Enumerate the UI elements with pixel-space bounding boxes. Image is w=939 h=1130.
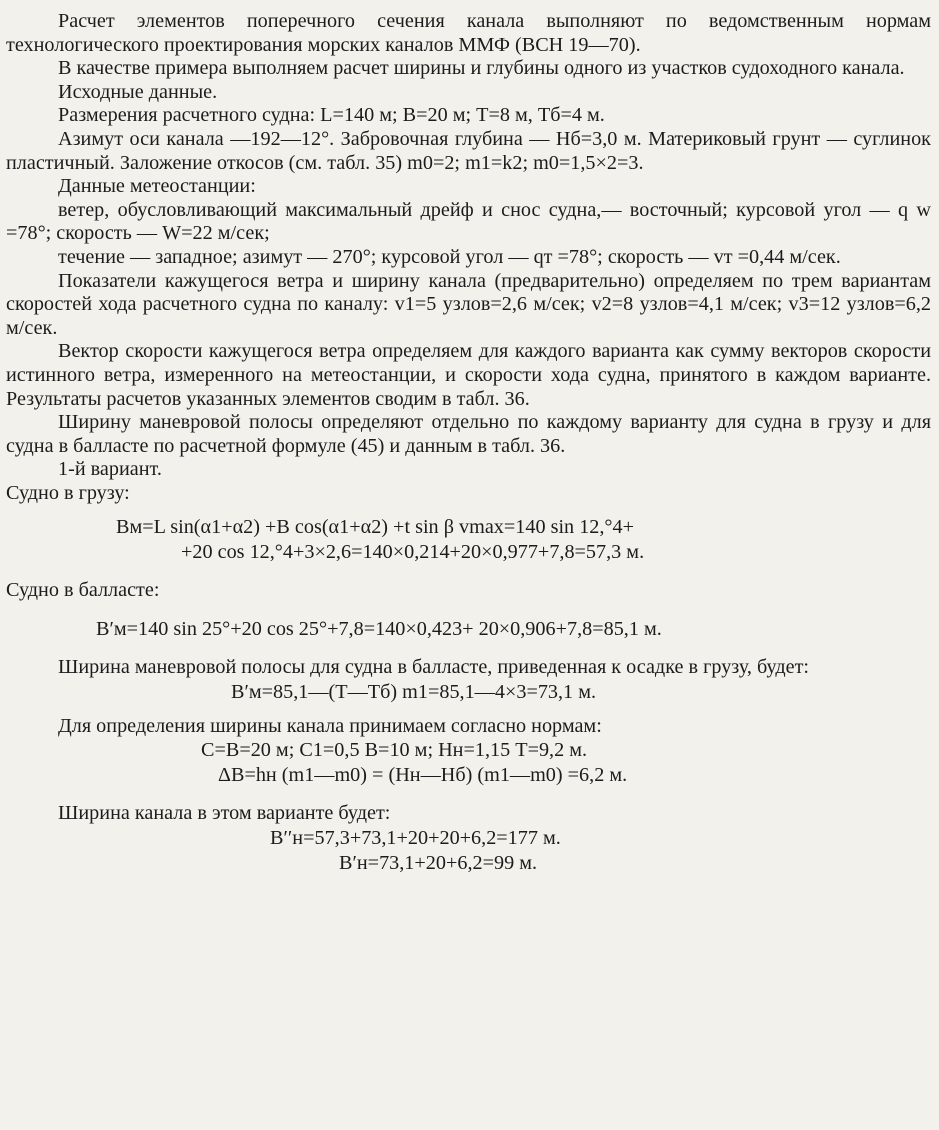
formula-norms-c: C=B=20 м; C1=0,5 B=10 м; Hн=1,15 T=9,2 м.	[201, 739, 588, 762]
paragraph-meteo-heading: Данные метеостанции:	[58, 175, 256, 198]
paragraph-norms: Для определения ширины канала принимаем согласно нормам:	[58, 714, 602, 737]
paragraph-ballast-reduced: Ширина маневровой полосы для судна в балласте, приведенная к осадке в грузу, будет:	[58, 656, 809, 679]
formula-norms-delta-b: ΔB=hн (m1—m0) = (Hн—Hб) (m1—m0) =6,2 м.	[218, 764, 628, 787]
formula-maneuver-lane-loaded-cont: +20 cos 12,°4+3×2,6=140×0,214+20×0,977+7,8=57,3 м.	[181, 541, 645, 564]
formula-ballast-reduced: B′м=85,1—(T—Tб) m1=85,1—4×3=73,1 м.	[231, 680, 597, 703]
formula-canal-width-two-way: B′′н=57,3+73,1+20+20+6,2=177 м.	[270, 826, 561, 849]
paragraph-wind: ветер, обусловливающий максимальный дрейф и снос судна,— восточный; курсовой угол — q w =78°; скорость — W=22 м/сек;	[6, 198, 931, 245]
paragraph-variant-1: 1-й вариант.	[58, 458, 162, 481]
paragraph-canal-width: Ширина канала в этом варианте будет:	[58, 802, 391, 825]
paragraph-maneuver-lane: Ширину маневровой полосы определяют отдельно по каждому варианту для судна в грузу и для судна в балласте по расчетной формуле (45) и данным в табл. 36.	[6, 411, 931, 457]
paragraph-apparent-wind: Показатели кажущегося ветра и ширину канала (предварительно) определяем по трем вариантам скоростей хода расчетного судна по каналу: v1=5 узлов=2,6 м/сек; v2=8 узлов=4,1 м/сек; v3=12 узлов=6,2 м/сек.	[6, 269, 931, 339]
paragraph-canal-azimuth: Азимут оси канала —192—12°. Забровочная глубина — Hб=3,0 м. Материковый грунт — суглинок пластичный. Заложение откосов (см. табл. 35) m0=2; m1=k2; m0=1,5×2=3.	[6, 127, 931, 174]
paragraph-ship-dimensions: Размерения расчетного судна: L=140 м; B=20 м; T=8 м, Tб=4 м.	[58, 104, 605, 127]
paragraph-intro: Расчет элементов поперечного сечения канала выполняют по ведомственным нормам технологического проектирования морских каналов ММФ (ВСН 19—70).	[6, 10, 931, 56]
paragraph-loaded-ship: Судно в грузу:	[6, 481, 130, 504]
paragraph-current: течение — западное; азимут — 270°; курсовой угол — qт =78°; скорость — vт =0,44 м/сек.	[58, 245, 841, 268]
paragraph-example: В качестве примера выполняем расчет ширины и глубины одного из участков судоходного канала.	[58, 57, 905, 80]
paragraph-initial-data: Исходные данные.	[58, 80, 218, 103]
formula-canal-width-one-way: B′н=73,1+20+6,2=99 м.	[339, 851, 538, 874]
formula-maneuver-lane-ballast: B′м=140 sin 25°+20 cos 25°+7,8=140×0,423+ 20×0,906+7,8=85,1 м.	[96, 618, 662, 641]
formula-maneuver-lane-loaded: Bм=L sin(α1+α2) +B cos(α1+α2) +t sin β vmax=140 sin 12,°4+	[116, 516, 634, 539]
paragraph-wind-vector: Вектор скорости кажущегося ветра определяем для каждого варианта как сумму векторов скорости истинного ветра, измеренного на метеостанции, и скорости хода судна, принятого в каждом варианте. Результаты расчетов указанных элементов сводим в табл. 36.	[6, 340, 931, 410]
paragraph-ballast-ship: Судно в балласте:	[6, 579, 160, 602]
